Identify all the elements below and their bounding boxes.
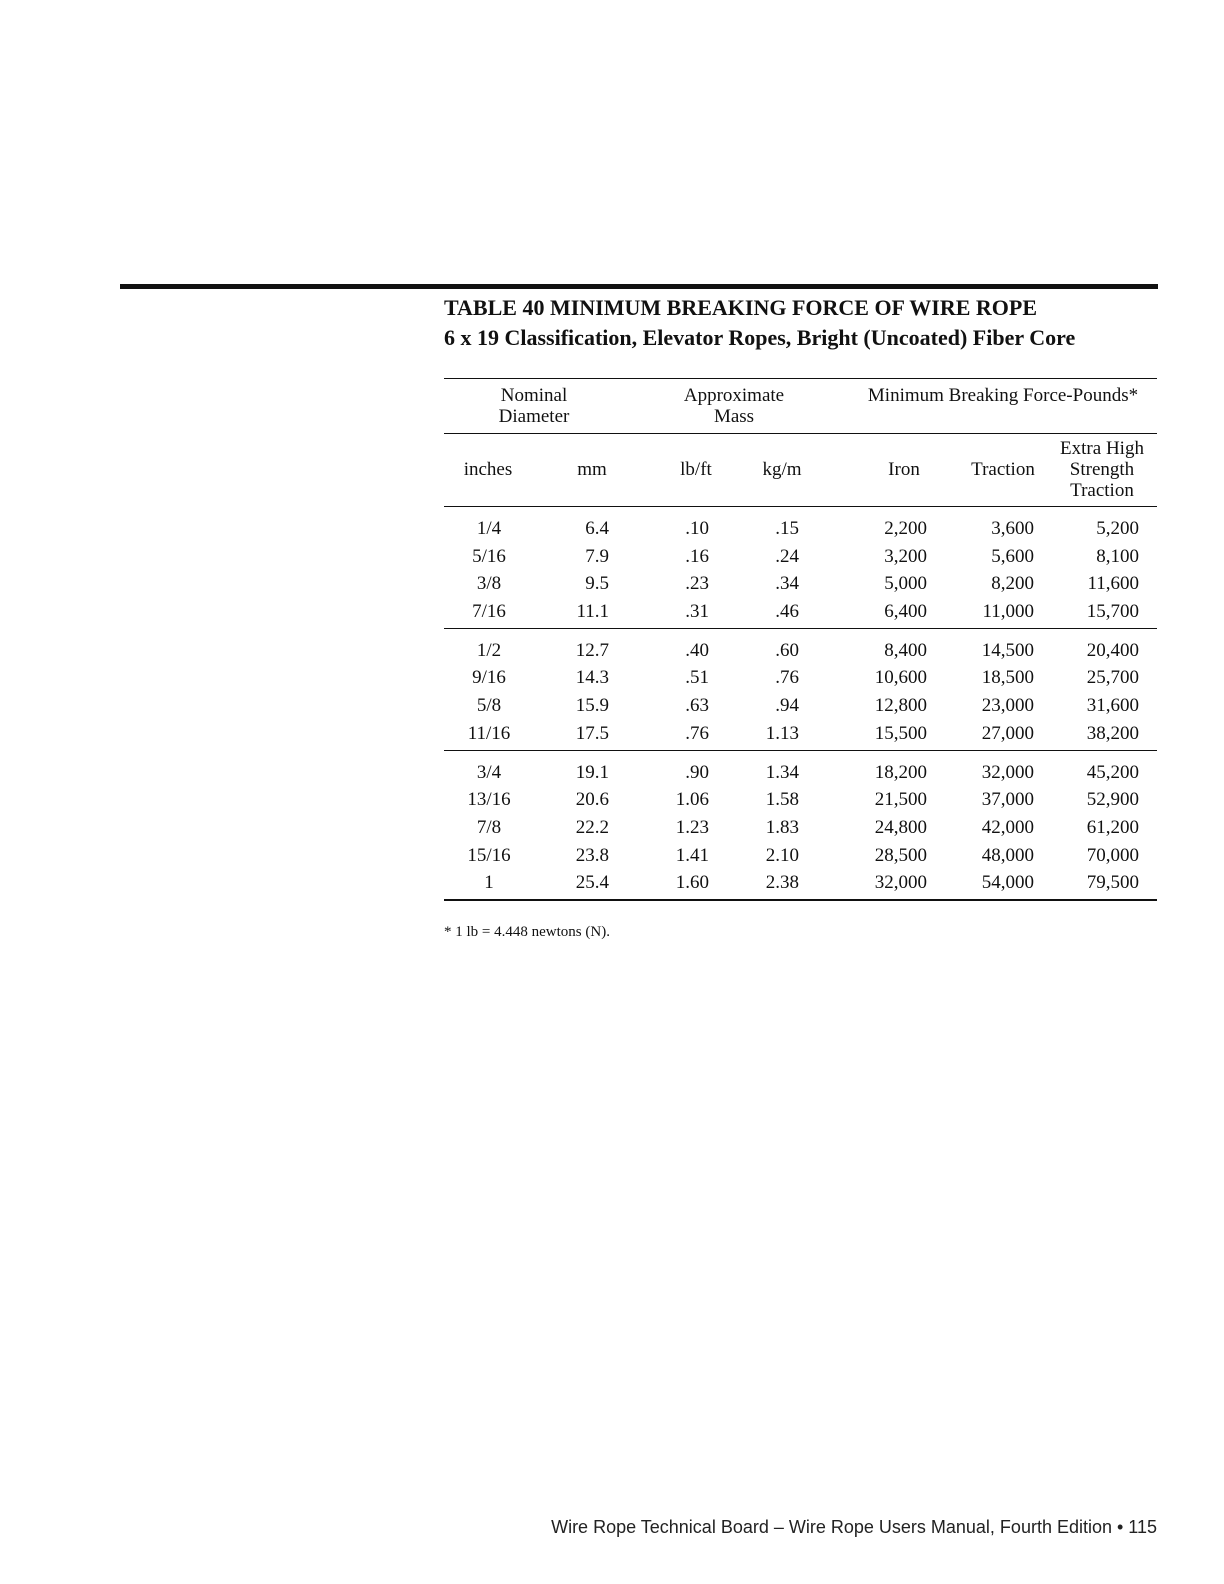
table-row [444,515,1157,543]
cell-inches: 9/16 [472,667,506,689]
cell-mm: 20.6 [575,789,609,811]
cell-kg-per-m: .24 [775,545,799,567]
cell-extra-high-strength-traction: 61,200 [1086,816,1139,838]
column-header-extra-high-strength-traction: Extra High Strength Traction [1060,438,1144,501]
column-header-inches: inches [463,459,513,480]
cell-lb-per-ft: .31 [685,601,709,623]
cell-iron: 18,200 [874,761,927,783]
cell-kg-per-m: .60 [775,639,799,661]
cell-traction: 11,000 [982,601,1034,623]
table-row [444,842,1157,870]
table-row [444,786,1157,814]
cell-mm: 14.3 [575,667,609,689]
cell-lb-per-ft: .76 [685,722,709,744]
cell-mm: 25.4 [575,872,609,894]
cell-traction: 5,600 [991,545,1034,567]
table-row [444,570,1157,598]
cell-kg-per-m: .34 [775,573,799,595]
cell-mm: 23.8 [575,844,609,866]
cell-traction: 42,000 [981,816,1034,838]
cell-extra-high-strength-traction: 70,000 [1086,844,1139,866]
group-header-minimum-breaking-force: Minimum Breaking Force-Pounds* [867,385,1139,406]
cell-iron: 8,400 [884,639,927,661]
table-title-line-1: TABLE 40 MINIMUM BREAKING FORCE OF WIRE ROPE [444,295,1038,320]
cell-inches: 1 [484,872,494,894]
cell-traction: 8,200 [991,573,1034,595]
cell-extra-high-strength-traction: 11,600 [1087,573,1139,595]
table-row [444,814,1157,842]
cell-extra-high-strength-traction: 20,400 [1086,639,1139,661]
cell-inches: 7/8 [476,816,502,838]
cell-extra-high-strength-traction: 31,600 [1086,695,1139,717]
cell-traction: 3,600 [991,518,1034,539]
cell-traction: 32,000 [981,761,1034,783]
cell-extra-high-strength-traction: 52,900 [1086,789,1139,811]
cell-lb-per-ft: 1.60 [675,872,709,894]
column-header-kg-per-m: kg/m [762,459,802,480]
table-row [444,664,1157,692]
cell-traction: 27,000 [981,722,1034,744]
cell-traction: 23,000 [981,695,1034,717]
cell-kg-per-m: .76 [775,667,799,689]
cell-kg-per-m: .15 [775,518,799,539]
cell-mm: 7.9 [585,545,609,567]
cell-mm: 11.1 [576,601,609,623]
cell-traction: 18,500 [981,667,1034,689]
table-row [444,759,1157,787]
cell-inches: 3/4 [476,761,502,783]
cell-inches: 5/16 [472,545,506,567]
cell-inches: 11/16 [467,722,511,744]
cell-kg-per-m: 1.13 [765,722,799,744]
cell-extra-high-strength-traction: 8,100 [1096,545,1139,567]
row-group [444,629,1157,750]
table-title [444,293,1075,353]
cell-iron: 24,800 [874,816,927,838]
cell-extra-high-strength-traction: 79,500 [1086,872,1139,894]
row-group [444,507,1157,628]
cell-iron: 32,000 [874,872,927,894]
cell-lb-per-ft: .90 [685,761,709,783]
cell-inches: 15/16 [467,844,511,866]
cell-kg-per-m: .94 [775,695,799,717]
column-header-lb-per-ft: lb/ft [680,459,712,480]
cell-lb-per-ft: .40 [685,639,709,661]
cell-extra-high-strength-traction: 45,200 [1086,761,1139,783]
cell-extra-high-strength-traction: 25,700 [1086,667,1139,689]
cell-mm: 15.9 [575,695,609,717]
cell-iron: 5,000 [884,573,927,595]
cell-iron: 3,200 [884,545,927,567]
table-row [444,598,1157,626]
cell-iron: 12,800 [874,695,927,717]
cell-iron: 28,500 [874,844,927,866]
breaking-force-table [444,378,1157,901]
cell-inches: 5/8 [476,695,502,717]
cell-inches: 13/16 [467,789,511,811]
cell-mm: 12.7 [575,639,609,661]
table-row [444,543,1157,571]
cell-extra-high-strength-traction: 15,700 [1086,601,1139,623]
table-row [444,869,1157,897]
cell-inches: 7/16 [472,601,506,623]
column-header-row [444,434,1157,506]
cell-lb-per-ft: .63 [685,695,709,717]
cell-traction: 48,000 [981,844,1034,866]
cell-iron: 21,500 [874,789,927,811]
cell-traction: 54,000 [981,872,1034,894]
cell-mm: 19.1 [575,761,609,783]
cell-iron: 10,600 [874,667,927,689]
cell-mm: 22.2 [575,816,609,838]
top-rule [120,284,1158,289]
cell-kg-per-m: 1.83 [765,816,799,838]
cell-mm: 9.5 [585,573,609,595]
column-header-traction: Traction [971,459,1035,480]
table-row [444,720,1157,748]
cell-kg-per-m: 2.10 [765,844,799,866]
cell-kg-per-m: 1.34 [765,761,799,783]
cell-lb-per-ft: 1.06 [675,789,709,811]
cell-inches: 1/4 [476,518,502,539]
cell-extra-high-strength-traction: 38,200 [1086,722,1139,744]
cell-extra-high-strength-traction: 5,200 [1096,518,1139,539]
cell-lb-per-ft: .51 [685,667,709,689]
cell-kg-per-m: .46 [775,601,799,623]
group-header-row [444,379,1157,433]
cell-lb-per-ft: .23 [685,573,709,595]
cell-traction: 37,000 [981,789,1034,811]
table-title-line-2: 6 x 19 Classification, Elevator Ropes, Bright (Uncoated) Fiber Core [444,325,1076,350]
cell-lb-per-ft: 1.23 [675,816,709,838]
cell-kg-per-m: 2.38 [765,872,799,894]
cell-iron: 15,500 [874,722,927,744]
table-row [444,637,1157,665]
cell-mm: 17.5 [575,722,609,744]
cell-inches: 1/2 [476,639,502,661]
group-header-nominal-diameter: Nominal Diameter [498,385,570,427]
page-footer: Wire Rope Technical Board – Wire Rope Users Manual, Fourth Edition • 115 [551,1517,1157,1537]
cell-iron: 6,400 [884,601,927,623]
group-header-approximate-mass: Approximate Mass [683,385,785,427]
row-group [444,751,1157,899]
cell-lb-per-ft: 1.41 [675,844,709,866]
cell-lb-per-ft: .10 [685,518,709,539]
table-bottom-rule [444,899,1157,901]
cell-kg-per-m: 1.58 [765,789,799,811]
cell-lb-per-ft: .16 [685,545,709,567]
cell-mm: 6.4 [585,518,609,539]
footnote: * 1 lb = 4.448 newtons (N). [444,924,610,940]
column-header-mm: mm [577,459,607,480]
cell-traction: 14,500 [981,639,1034,661]
cell-iron: 2,200 [884,518,927,539]
table-row [444,692,1157,720]
column-header-iron: Iron [888,459,920,480]
cell-inches: 3/8 [476,573,502,595]
